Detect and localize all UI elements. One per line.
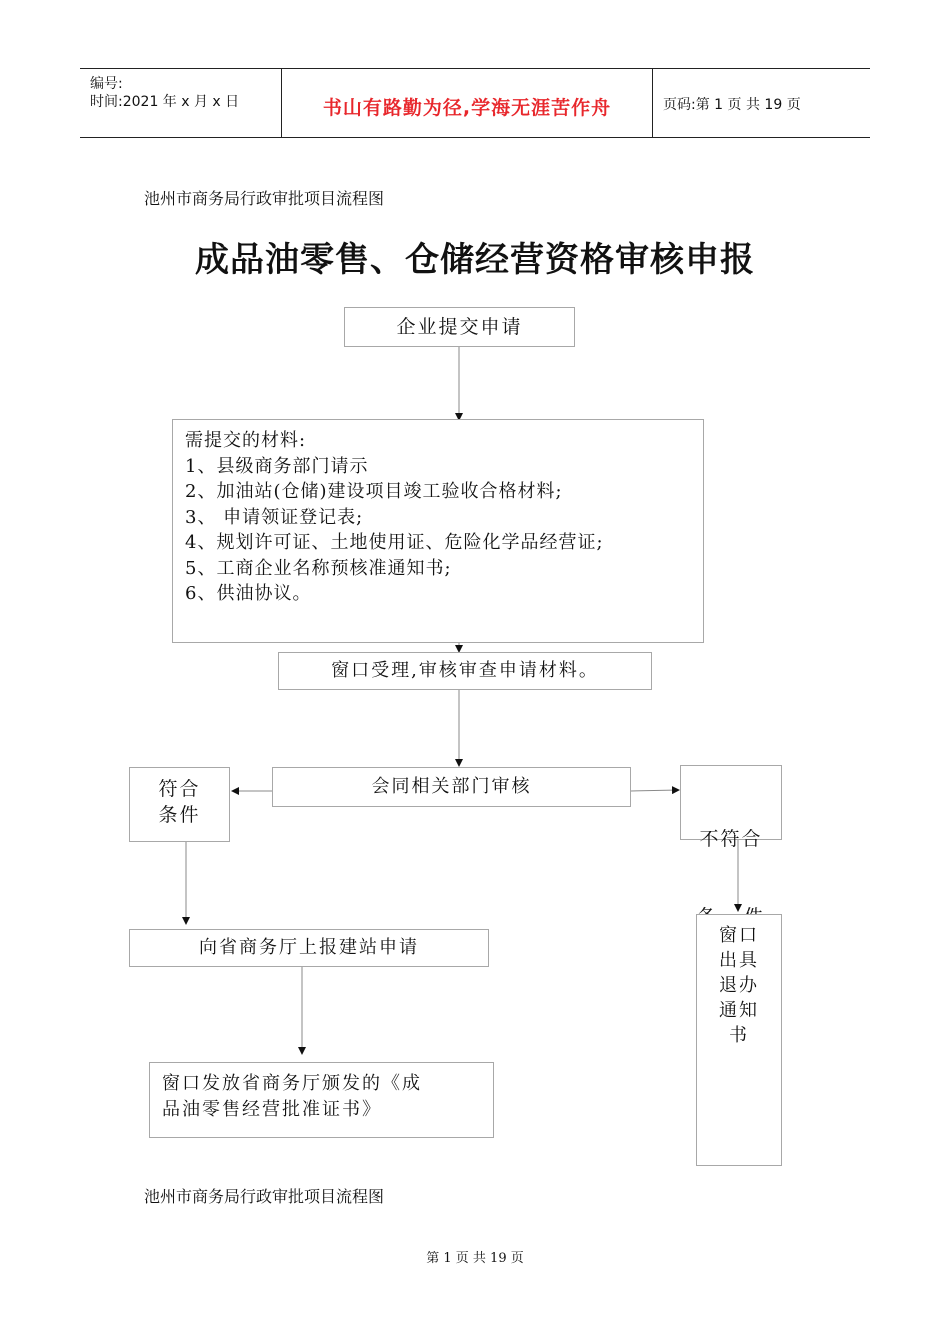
unqualified-box: [680, 765, 782, 850]
accept-box: [278, 652, 652, 690]
reject-line: 通知: [719, 1000, 759, 1021]
issue-line: 品油零售经营批准证书》: [162, 1099, 382, 1120]
page-title: 成品油零售、仓储经营资格审核申报: [195, 240, 755, 280]
subtitle-top: 池州市商务局行政审批项目流程图: [144, 189, 385, 208]
submit-text: 企业提交申请: [396, 316, 523, 338]
materials-box: [172, 419, 704, 643]
qualified-line: 条件: [158, 804, 201, 826]
report-text: 向省商务厅上报建站申请: [199, 937, 419, 958]
joint-review-box: [272, 767, 631, 807]
joint-review-text: 会同相关部门审核: [371, 776, 532, 797]
materials-item: 5、工商企业名称预核准通知书;: [185, 557, 452, 579]
issue-box: [149, 1062, 494, 1138]
materials-item: 2、加油站(仓储)建设项目竣工验收合格材料;: [185, 481, 563, 502]
page-info: 页码:第 1 页 共 19 页: [663, 97, 801, 113]
reject-box: [696, 914, 782, 1166]
issue-line: 窗口发放省商务厅颁发的《成: [162, 1073, 422, 1094]
materials-heading: 需提交的材料:: [185, 430, 307, 451]
reject-line: 出具: [719, 950, 759, 971]
submit-box: [344, 307, 575, 347]
motto: 书山有路勤为径,学海无涯苦作舟: [322, 97, 612, 119]
qualified-box: [129, 767, 230, 842]
time-label: 时间:2021 年 x 月 x 日: [90, 94, 240, 110]
qualified-line: 符合: [158, 778, 201, 800]
reject-line: 窗口: [719, 925, 759, 946]
number-label: 编号:: [90, 76, 123, 92]
unqualified-line: 不符合: [699, 828, 763, 850]
report-box: [129, 929, 489, 967]
materials-item: 6、供油协议。: [185, 583, 312, 604]
materials-item: 3、 申请领证登记表;: [185, 506, 364, 528]
materials-item: 4、规划许可证、土地使用证、危险化学品经营证;: [185, 532, 604, 553]
subtitle-bottom: 池州市商务局行政审批项目流程图: [144, 1187, 385, 1206]
page-footer: 第 1 页 共 19 页: [426, 1251, 524, 1266]
arrow-review-to-unqualified: [631, 790, 679, 791]
materials-item: 1、县级商务部门请示: [185, 455, 369, 477]
reject-line: 书: [729, 1025, 749, 1046]
accept-text: 窗口受理,审核审查申请材料。: [331, 660, 599, 681]
reject-line: 退办: [719, 975, 759, 996]
